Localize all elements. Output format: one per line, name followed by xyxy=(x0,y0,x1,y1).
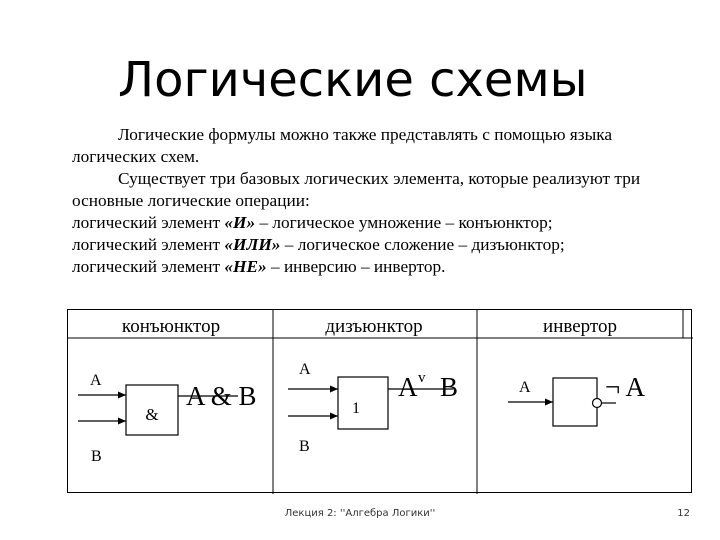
slide-title: Логические схемы xyxy=(118,52,588,108)
element-prefix: логический элемент xyxy=(72,257,225,276)
header-disjunctor: дизъюнктор xyxy=(325,316,423,337)
disjunctor-gate xyxy=(288,361,458,455)
conjunctor-input-a-label: A xyxy=(90,372,102,389)
paragraph-elements: Существует три базовых логических элемента, которые реализуют три основные логические операции: xyxy=(72,169,641,210)
conjunctor-input-b-arrow-icon xyxy=(118,418,126,425)
logic-schemes-drawing xyxy=(68,310,693,494)
disjunctor-output-a: A xyxy=(398,372,418,402)
inverter-negation-bubble xyxy=(593,399,602,408)
disjunctor-symbol: 1 xyxy=(352,400,360,417)
footer-lecture: Лекция 2: ''Алгебра Логики'' xyxy=(284,508,436,519)
disjunctor-input-a-arrow-icon xyxy=(330,386,338,393)
element-line-not xyxy=(72,256,692,278)
element-name-not: «НЕ» xyxy=(224,257,267,276)
logic-schemes-table xyxy=(67,309,692,493)
element-prefix: логический элемент xyxy=(72,235,225,254)
element-suffix: – инверсию – инвертор. xyxy=(266,257,446,276)
element-name-and: «И» xyxy=(224,213,256,232)
inverter-input-arrow-icon xyxy=(545,399,553,406)
element-suffix: – логическое сложение – дизъюнктор; xyxy=(280,235,565,254)
element-suffix: – логическое умножение – конъюнктор; xyxy=(255,213,553,232)
paragraph-formulas: Логические формулы можно также представлять с помощью языка логических схем. xyxy=(72,125,612,166)
disjunctor-body xyxy=(338,377,388,429)
element-name-or: «ИЛИ» xyxy=(224,235,281,254)
conjunctor-input-b-label: B xyxy=(91,448,102,465)
inverter-input-label: A xyxy=(519,379,531,396)
element-line-or xyxy=(72,234,692,256)
element-line-and xyxy=(72,212,692,234)
disjunctor-input-b-arrow-icon xyxy=(330,413,338,420)
slide-body xyxy=(72,124,692,278)
inverter-gate xyxy=(508,372,645,426)
disjunctor-input-b-label: B xyxy=(299,438,310,455)
disjunctor-output-b: B xyxy=(440,372,459,402)
inverter-body xyxy=(553,378,597,426)
conjunctor-symbol: & xyxy=(145,405,159,424)
header-inverter: инвертор xyxy=(543,316,617,337)
conjunctor-input-a-arrow-icon xyxy=(118,392,126,399)
element-prefix: логический элемент xyxy=(72,213,225,232)
header-conjunctor: конъюнктор xyxy=(121,316,221,337)
conjunctor-gate xyxy=(78,372,257,465)
disjunctor-operator: v xyxy=(418,370,426,386)
conjunctor-output-label: A & B xyxy=(186,381,257,411)
inverter-output-label: ¬ A xyxy=(605,372,645,402)
footer-page-number: 12 xyxy=(677,508,690,519)
disjunctor-input-a-label: A xyxy=(299,361,311,378)
